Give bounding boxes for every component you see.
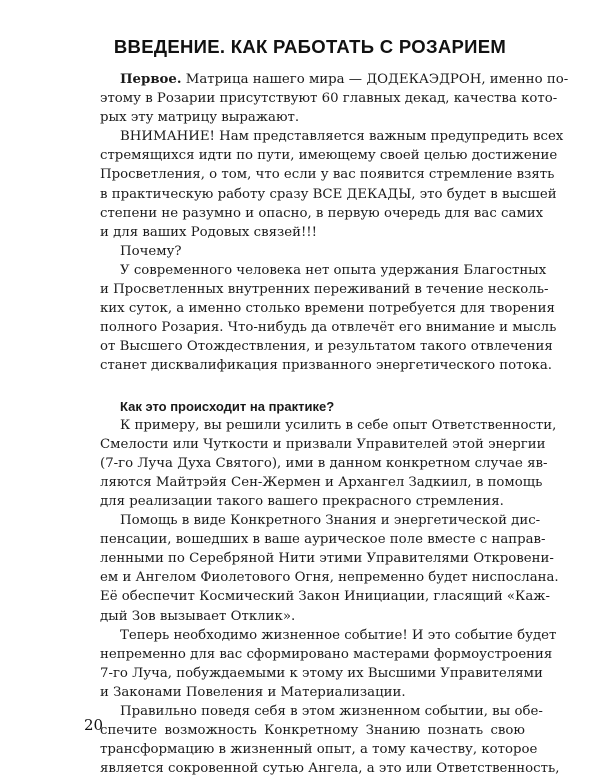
paragraph-line: этому в Розарии присутствуют 60 главных декад, качества кото- [100, 91, 558, 107]
paragraph-line: ем и Ангелом Фиолетового Огня, непременно будет ниспослана. [100, 570, 559, 586]
paragraph-line: и Просветленных внутренних переживаний в течение несколь- [100, 282, 549, 298]
paragraph-line: Просветления, о том, что если у вас появится стремление взять [100, 167, 555, 183]
paragraph-line: станет дисквалификация призванного энергетического потока. [100, 358, 553, 374]
paragraph-line: для реализации такого вашего прекрасного стремления. [100, 493, 504, 509]
paragraph-line: Смелости или Чуткости и призвали Управителей этой энергии [100, 436, 546, 452]
paragraph-line: стремящихся идти по пути, имеющему своей целью достижение [100, 148, 558, 164]
paragraph-line: 7-го Луча, побуждаемыми к этому их Высшими Управителями [100, 665, 543, 681]
paragraph-line: является сокровенной сутью Ангела, а это или Ответственность, [100, 761, 560, 777]
paragraph-line: Почему? [120, 243, 182, 259]
paragraph-line: пенсации, вошедших в ваше аурическое поле вместе с направ- [100, 532, 546, 548]
paragraph-line: Правильно поведя себя в этом жизненном событии, вы обе- [120, 704, 543, 719]
line-text: Матрица нашего мира — ДОДЕКАЭДРОН, именно по- [181, 72, 569, 87]
paragraph-line: от Высшего Отождествления, и результатом такого отвлечения [100, 339, 553, 355]
paragraph-line: в практическую работу сразу ВСЕ ДЕКАДЫ, это будет в высшей [100, 186, 557, 202]
paragraph-line: (7-го Луча Духа Святого), ими в данном конкретном случае яв- [100, 455, 548, 471]
page-title: ВВЕДЕНИЕ. КАК РАБОТАТЬ С РОЗАРИЕМ [113, 36, 507, 57]
paragraph-line: ких суток, а именно столько времени потребуется для творения [100, 301, 555, 317]
paragraph-line: У современного человека нет опыта удержания Благостных [120, 262, 547, 278]
paragraph-line: рых эту матрицу выражают. [100, 110, 300, 126]
paragraph-line: трансформацию в жизненный опыт, а тому качеству, которое [100, 742, 538, 758]
paragraph-line: дый Зов вызывает Отклик». [100, 608, 296, 624]
paragraph-line: ляются Майтрэйя Сен-Жермен и Архангел Задкиил, в помощь [100, 474, 543, 490]
bold-lead: Первое. [120, 72, 182, 87]
body-text [100, 70, 569, 778]
paragraph-line: К примеру, вы решили усилить в себе опыт Ответственности, [120, 417, 557, 433]
paragraph-line: Её обеспечит Космический Закон Инициации, гласящий «Каж- [100, 589, 550, 605]
paragraph-line: ленными по Серебряной Нити этими Управителями Откровени- [100, 551, 554, 567]
paragraph-line: Теперь необходимо жизненное событие! И это событие будет [120, 627, 557, 643]
paragraph-line: Помощь в виде Конкретного Знания и энергетической дис- [120, 513, 541, 529]
section-heading: Как это происходит на практике? [120, 398, 335, 414]
paragraph-line: непременно для вас сформировано мастерами формоустроения [100, 646, 553, 662]
paragraph-line: степени не разумно и опасно, в первую очередь для вас самих [100, 205, 544, 221]
paragraph-line: спечите возможность Конкретному Знанию познать свою [100, 723, 525, 739]
page-number: 20 [84, 716, 104, 734]
paragraph-line [100, 70, 569, 89]
paragraph-line: и для ваших Родовых связей!!! [100, 224, 317, 240]
paragraph-line: полного Розария. Что-нибудь да отвлечёт его внимание и мысль [100, 320, 557, 336]
paragraph-line: и Законами Повеления и Материализации. [100, 684, 406, 700]
paragraph-line: ВНИМАНИЕ! Нам представляется важным предупредить всех [120, 129, 564, 145]
